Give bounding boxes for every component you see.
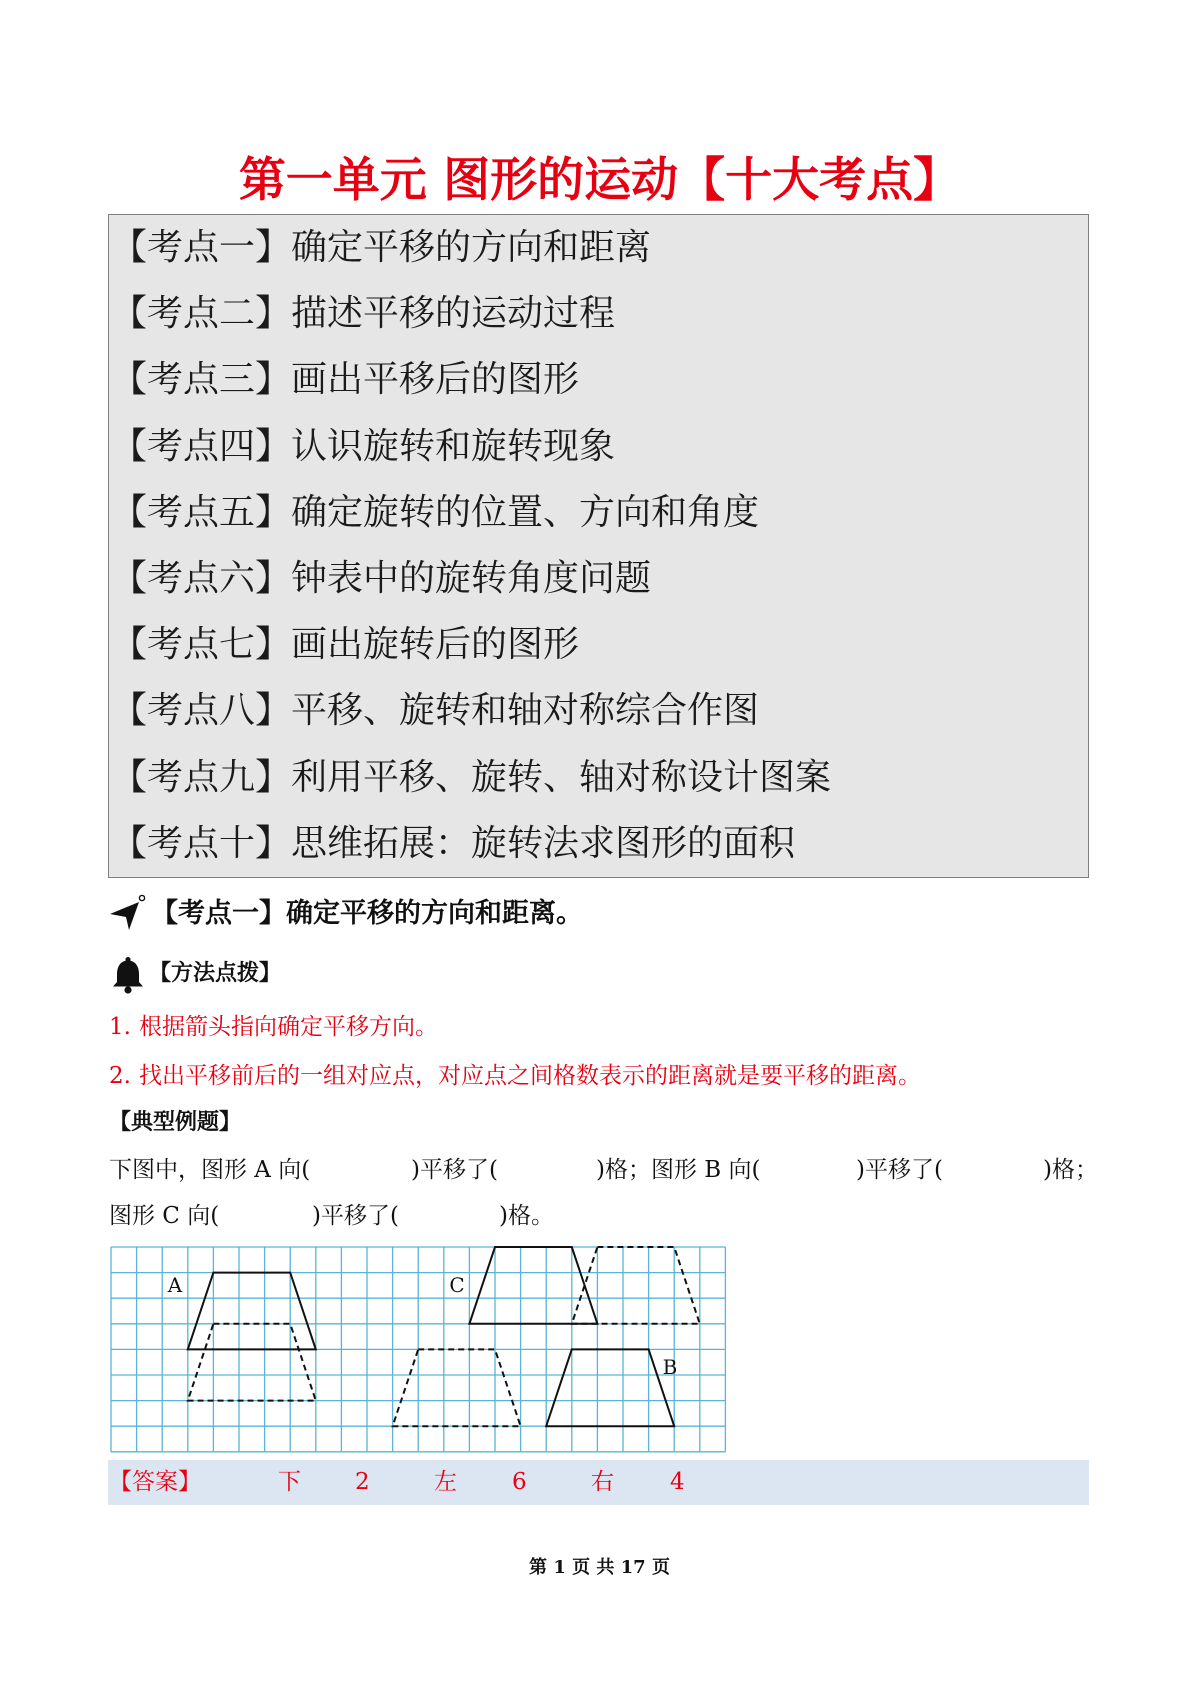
method-point: [109, 1060, 921, 1092]
answer-label: 【答案】: [109, 1469, 201, 1495]
question-text: )平移了(: [411, 1157, 498, 1183]
shape-c-original: [469, 1247, 597, 1324]
point-text: 根据箭头指向确定平移方向。: [139, 1014, 438, 1040]
topic-item: 【考点二】描述平移的运动过程: [111, 293, 616, 335]
method-point: [109, 1011, 438, 1043]
example-heading: 【典型例题】: [109, 1110, 242, 1135]
answer-value: 4: [670, 1469, 685, 1495]
question-text: )格；图形 B 向(: [596, 1157, 761, 1183]
shape-a-original: [188, 1273, 316, 1350]
figure-label-a: A: [167, 1273, 183, 1297]
topic-item: 【考点四】认识旋转和旋转现象: [111, 425, 616, 467]
answer-value: 右: [591, 1469, 614, 1495]
figure-label-c: C: [449, 1273, 465, 1297]
topics-list-box: [108, 214, 1089, 878]
section-heading: 【考点一】确定平移的方向和距离。: [151, 898, 583, 929]
point-number: 1.: [109, 1014, 131, 1040]
topic-item: 【考点十】思维拓展：旋转法求图形的面积: [111, 822, 796, 864]
shape-a-translated: [188, 1324, 316, 1401]
bell-icon: [111, 955, 145, 995]
question-text: )平移了(: [856, 1157, 943, 1183]
answer-bar: [108, 1460, 1089, 1505]
translation-grid-figure: [110, 1246, 727, 1453]
page-number-footer: 第 1 页 共 17 页: [529, 1557, 670, 1578]
navigation-arrow-icon: [108, 894, 146, 932]
answer-value: 6: [512, 1469, 527, 1495]
point-number: 2.: [109, 1063, 131, 1089]
topic-item: 【考点九】利用平移、旋转、轴对称设计图案: [111, 756, 832, 798]
answer-value: 左: [434, 1469, 457, 1495]
topic-item: 【考点六】钟表中的旋转角度问题: [111, 557, 652, 599]
question-text: )格；: [1043, 1157, 1098, 1183]
shape-c-translated: [572, 1247, 700, 1324]
topic-item: 【考点五】确定旋转的位置、方向和角度: [111, 491, 760, 533]
question-text: 下图中，图形 A 向(: [109, 1157, 311, 1183]
question-text: )格。: [499, 1203, 554, 1229]
shape-b-original: [546, 1349, 674, 1426]
point-text: 找出平移前后的一组对应点，对应点之间格数表示的距离就是要平移的距离。: [139, 1063, 921, 1089]
answer-value: 2: [355, 1469, 370, 1495]
figure-label-b: B: [662, 1355, 678, 1379]
topic-item: 【考点一】确定平移的方向和距离: [111, 227, 652, 268]
question-text: 图形 C 向(: [109, 1203, 220, 1229]
page-title: 第一单元 图形的运动【十大考点】: [238, 153, 961, 208]
answer-value: 下: [278, 1469, 301, 1495]
topic-item: 【考点七】画出旋转后的图形: [111, 624, 580, 666]
topic-item: 【考点八】平移、旋转和轴对称综合作图: [111, 690, 760, 732]
method-tips-heading: 【方法点拨】: [149, 961, 282, 986]
topic-item: 【考点三】画出平移后的图形: [111, 359, 580, 401]
shape-b-translated: [393, 1349, 521, 1426]
question-text: )平移了(: [312, 1203, 399, 1229]
